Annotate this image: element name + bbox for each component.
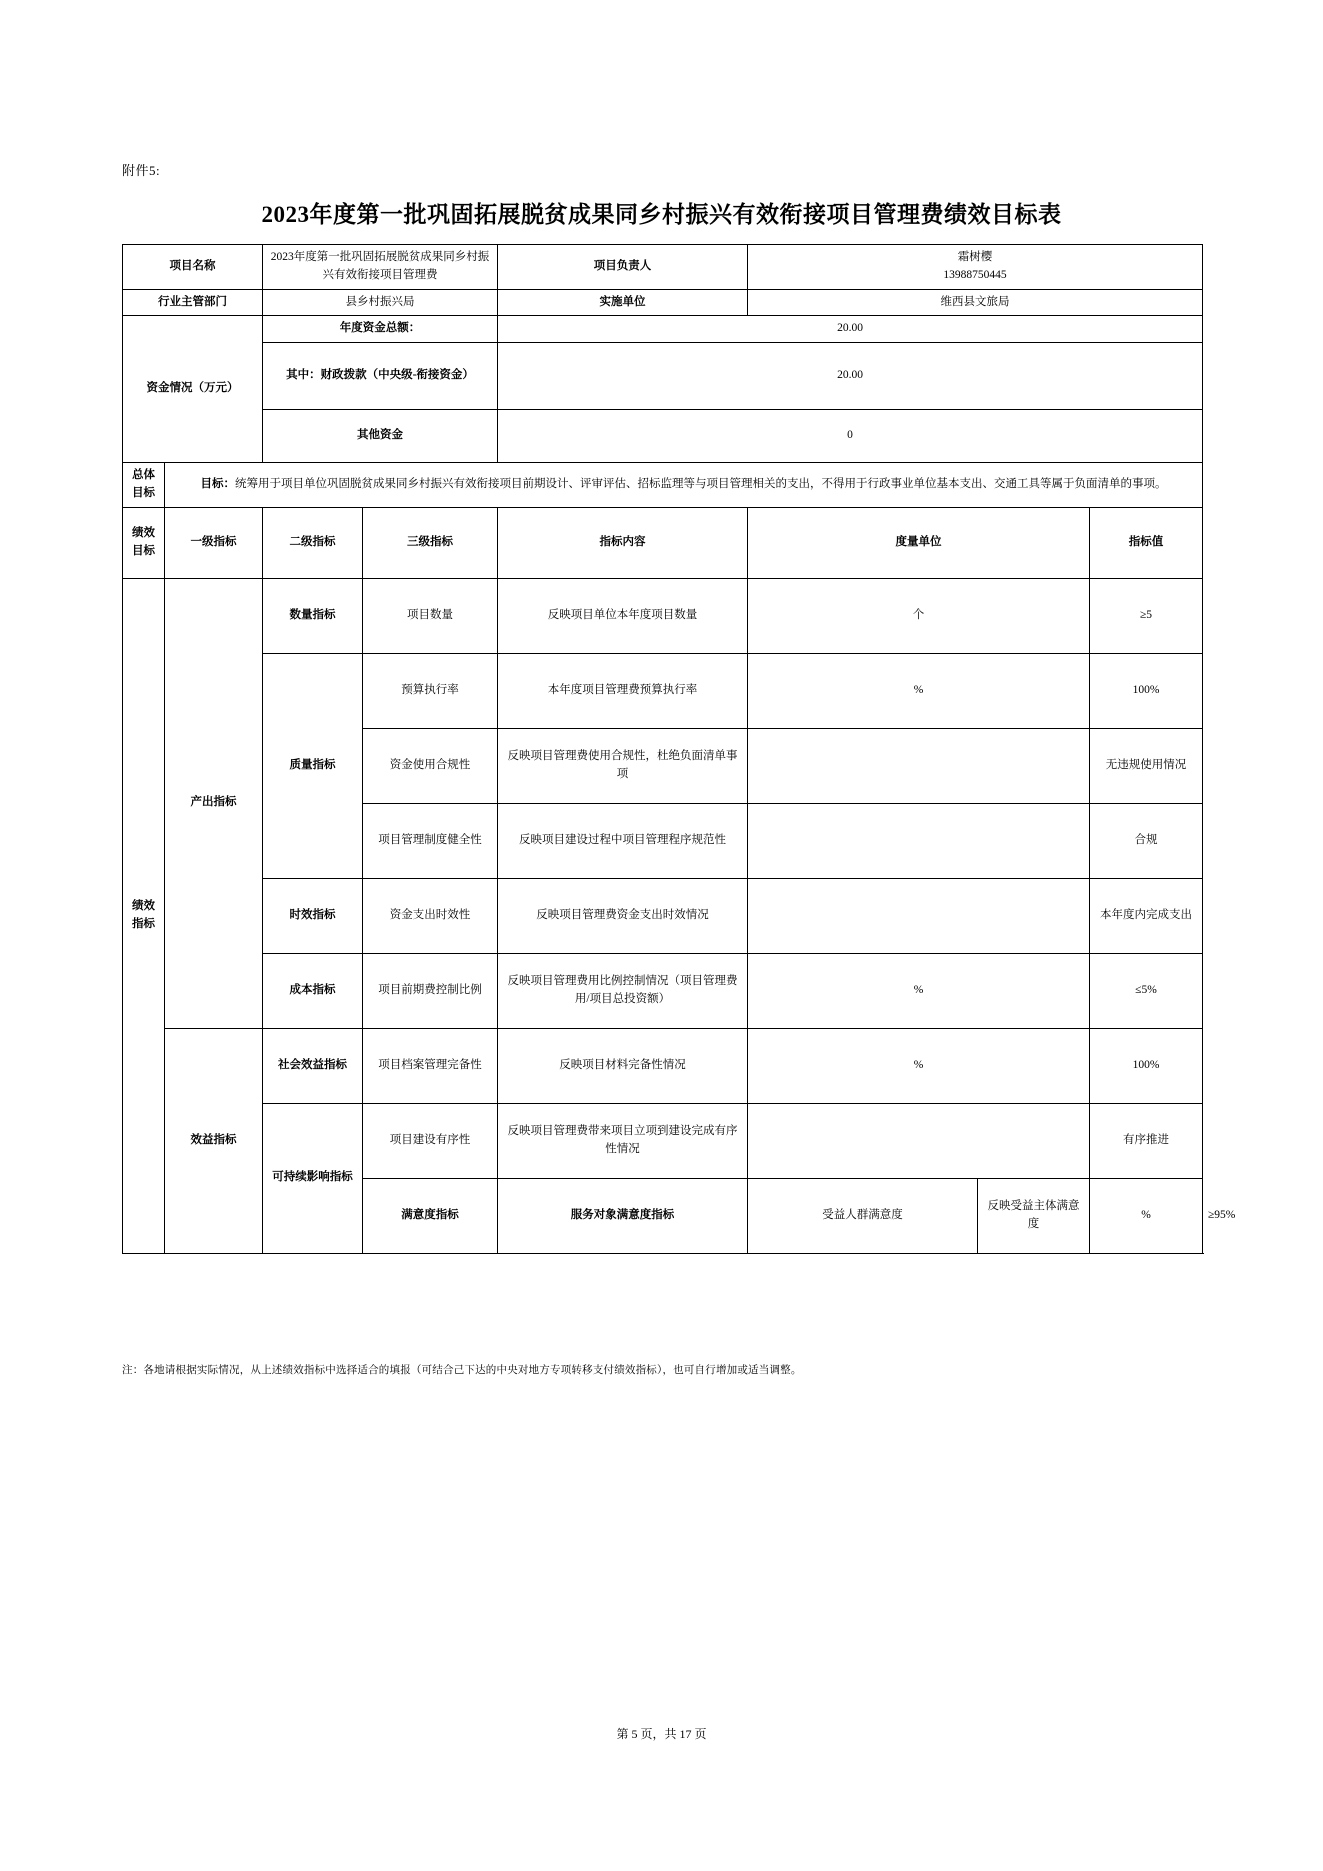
overall-target-label: 总体目标 bbox=[123, 463, 165, 508]
leader-phone: 13988750445 bbox=[943, 268, 1007, 281]
level3-orderly-construction: 项目建设有序性 bbox=[363, 1103, 498, 1178]
value-cost-ratio: ≤5% bbox=[1090, 953, 1203, 1028]
perf-side-label: 绩效指标 bbox=[123, 578, 165, 1253]
unit-archive-completeness: % bbox=[748, 1028, 1090, 1103]
table-row-project-name bbox=[123, 245, 1203, 290]
funds-row-name-0: 年度资金总额： bbox=[263, 316, 498, 343]
level2-quantity: 数量指标 bbox=[263, 578, 363, 653]
content-orderly-construction: 反映项目管理费带来项目立项到建设完成有序性情况 bbox=[498, 1103, 748, 1178]
page-title: 2023年度第一批巩固拓展脱贫成果同乡村振兴有效衔接项目管理费绩效目标表 bbox=[261, 202, 1062, 227]
content-expenditure-timeliness: 反映项目管理费资金支出时效情况 bbox=[498, 878, 748, 953]
content-archive-completeness: 反映项目材料完备性情况 bbox=[498, 1028, 748, 1103]
level3-project-count: 项目数量 bbox=[363, 578, 498, 653]
level2-social-benefit: 社会效益指标 bbox=[263, 1028, 363, 1103]
level3-archive-completeness: 项目档案管理完备性 bbox=[363, 1028, 498, 1103]
project-name-label: 项目名称 bbox=[123, 245, 263, 290]
funds-row-value-1: 20.00 bbox=[498, 343, 1203, 410]
project-leader-value bbox=[748, 245, 1203, 290]
project-leader-label: 项目负责人 bbox=[498, 245, 748, 290]
level2-sustainable: 可持续影响指标 bbox=[263, 1103, 363, 1253]
header-content: 指标内容 bbox=[498, 507, 748, 578]
content-budget-exec: 本年度项目管理费预算执行率 bbox=[498, 653, 748, 728]
level3-fund-compliance: 资金使用合规性 bbox=[363, 728, 498, 803]
value-archive-completeness: 100% bbox=[1090, 1028, 1203, 1103]
implementing-unit-value: 维西县文旅局 bbox=[748, 289, 1203, 316]
table-row-indicator bbox=[123, 1103, 1203, 1178]
value-mgmt-system: 合规 bbox=[1090, 803, 1203, 878]
table-row-funds-fiscal bbox=[123, 343, 1203, 410]
funds-row-name-1: 其中：财政拨款（中央级-衔接资金） bbox=[263, 343, 498, 410]
attachment-label: 附件5: bbox=[122, 163, 161, 178]
unit-mgmt-system bbox=[748, 803, 1090, 878]
content-cost-ratio: 反映项目管理费用比例控制情况（项目管理费用/项目总投资额） bbox=[498, 953, 748, 1028]
header-level3: 三级指标 bbox=[363, 507, 498, 578]
page-footer: 第 5 页，共 17 页 bbox=[616, 1727, 707, 1741]
value-orderly-construction: 有序推进 bbox=[1090, 1103, 1203, 1178]
value-budget-exec: 100% bbox=[1090, 653, 1203, 728]
implementing-unit-label: 实施单位 bbox=[498, 289, 748, 316]
funds-row-value-2: 0 bbox=[498, 410, 1203, 463]
unit-beneficiary-satisfaction: % bbox=[1090, 1178, 1203, 1253]
unit-orderly-construction bbox=[748, 1103, 1090, 1178]
industry-dept-value: 县乡村振兴局 bbox=[263, 289, 498, 316]
table-row-indicator bbox=[123, 953, 1203, 1028]
unit-cost-ratio: % bbox=[748, 953, 1090, 1028]
level2-timeliness: 时效指标 bbox=[263, 878, 363, 953]
table-row-indicator bbox=[123, 653, 1203, 728]
level2-cost: 成本指标 bbox=[263, 953, 363, 1028]
overall-target-body: 统筹用于项目单位巩固脱贫成果同乡村振兴有效衔接项目前期设计、评审评估、招标监理等与项目管理相关的支出，不得用于行政事业单位基本支出、交通工具等属于负面清单的事项。 bbox=[235, 478, 1167, 491]
level1-output: 产出指标 bbox=[165, 578, 263, 1028]
content-mgmt-system: 反映项目建设过程中项目管理程序规范性 bbox=[498, 803, 748, 878]
leader-name: 霜树樱 bbox=[957, 251, 993, 263]
value-project-count: ≥5 bbox=[1090, 578, 1203, 653]
funds-row-value-0: 20.00 bbox=[498, 316, 1203, 343]
performance-target-table bbox=[122, 244, 1236, 1254]
table-row-funds-total bbox=[123, 316, 1203, 343]
level3-expenditure-timeliness: 资金支出时效性 bbox=[363, 878, 498, 953]
content-project-count: 反映项目单位本年度项目数量 bbox=[498, 578, 748, 653]
content-fund-compliance: 反映项目管理费使用合规性，杜绝负面清单事项 bbox=[498, 728, 748, 803]
table-row-indicator bbox=[123, 578, 1203, 653]
header-value: 指标值 bbox=[1090, 507, 1203, 578]
perf-target-label: 绩效目标 bbox=[123, 507, 165, 578]
unit-budget-exec: % bbox=[748, 653, 1090, 728]
level1-benefit: 效益指标 bbox=[165, 1028, 263, 1253]
unit-fund-compliance bbox=[748, 728, 1090, 803]
header-level2: 二级指标 bbox=[263, 507, 363, 578]
content-beneficiary-satisfaction: 反映受益主体满意度 bbox=[978, 1178, 1090, 1253]
unit-project-count: 个 bbox=[748, 578, 1090, 653]
funds-label: 资金情况（万元） bbox=[123, 316, 263, 463]
table-row-funds-other bbox=[123, 410, 1203, 463]
overall-target-text bbox=[165, 463, 1203, 508]
table-row-indicator bbox=[123, 878, 1203, 953]
unit-expenditure-timeliness bbox=[748, 878, 1090, 953]
level2-quality: 质量指标 bbox=[263, 653, 363, 878]
project-name-value: 2023年度第一批巩固拓展脱贫成果同乡村振兴有效衔接项目管理费 bbox=[263, 245, 498, 290]
table-row-perf-header bbox=[123, 507, 1203, 578]
value-expenditure-timeliness: 本年度内完成支出 bbox=[1090, 878, 1203, 953]
level3-beneficiary-satisfaction: 受益人群满意度 bbox=[748, 1178, 978, 1253]
overall-target-prefix: 目标： bbox=[200, 478, 235, 491]
funds-row-name-2: 其他资金 bbox=[263, 410, 498, 463]
level3-mgmt-system: 项目管理制度健全性 bbox=[363, 803, 498, 878]
table-note: 注：各地请根据实际情况，从上述绩效指标中选择适合的填报（可结合己下达的中央对地方专项转移支付绩效指标），也可自行增加或适当调整。 bbox=[122, 1365, 802, 1376]
header-level1: 一级指标 bbox=[165, 507, 263, 578]
level3-budget-exec: 预算执行率 bbox=[363, 653, 498, 728]
level1-satisfaction: 满意度指标 bbox=[363, 1178, 498, 1253]
table-row-indicator: 满意度指标 服务对象满意度指标 受益人群满意度 反映受益主体满意度 % ≥95% bbox=[123, 1178, 1203, 1253]
level3-cost-ratio: 项目前期费控制比例 bbox=[363, 953, 498, 1028]
table-row-overall-target bbox=[123, 463, 1203, 508]
value-fund-compliance: 无违规使用情况 bbox=[1090, 728, 1203, 803]
industry-dept-label: 行业主管部门 bbox=[123, 289, 263, 316]
table-row-indicator bbox=[123, 1028, 1203, 1103]
level2-service-satisfaction: 服务对象满意度指标 bbox=[498, 1178, 748, 1253]
table-row-department bbox=[123, 289, 1203, 316]
header-unit: 度量单位 bbox=[748, 507, 1090, 578]
